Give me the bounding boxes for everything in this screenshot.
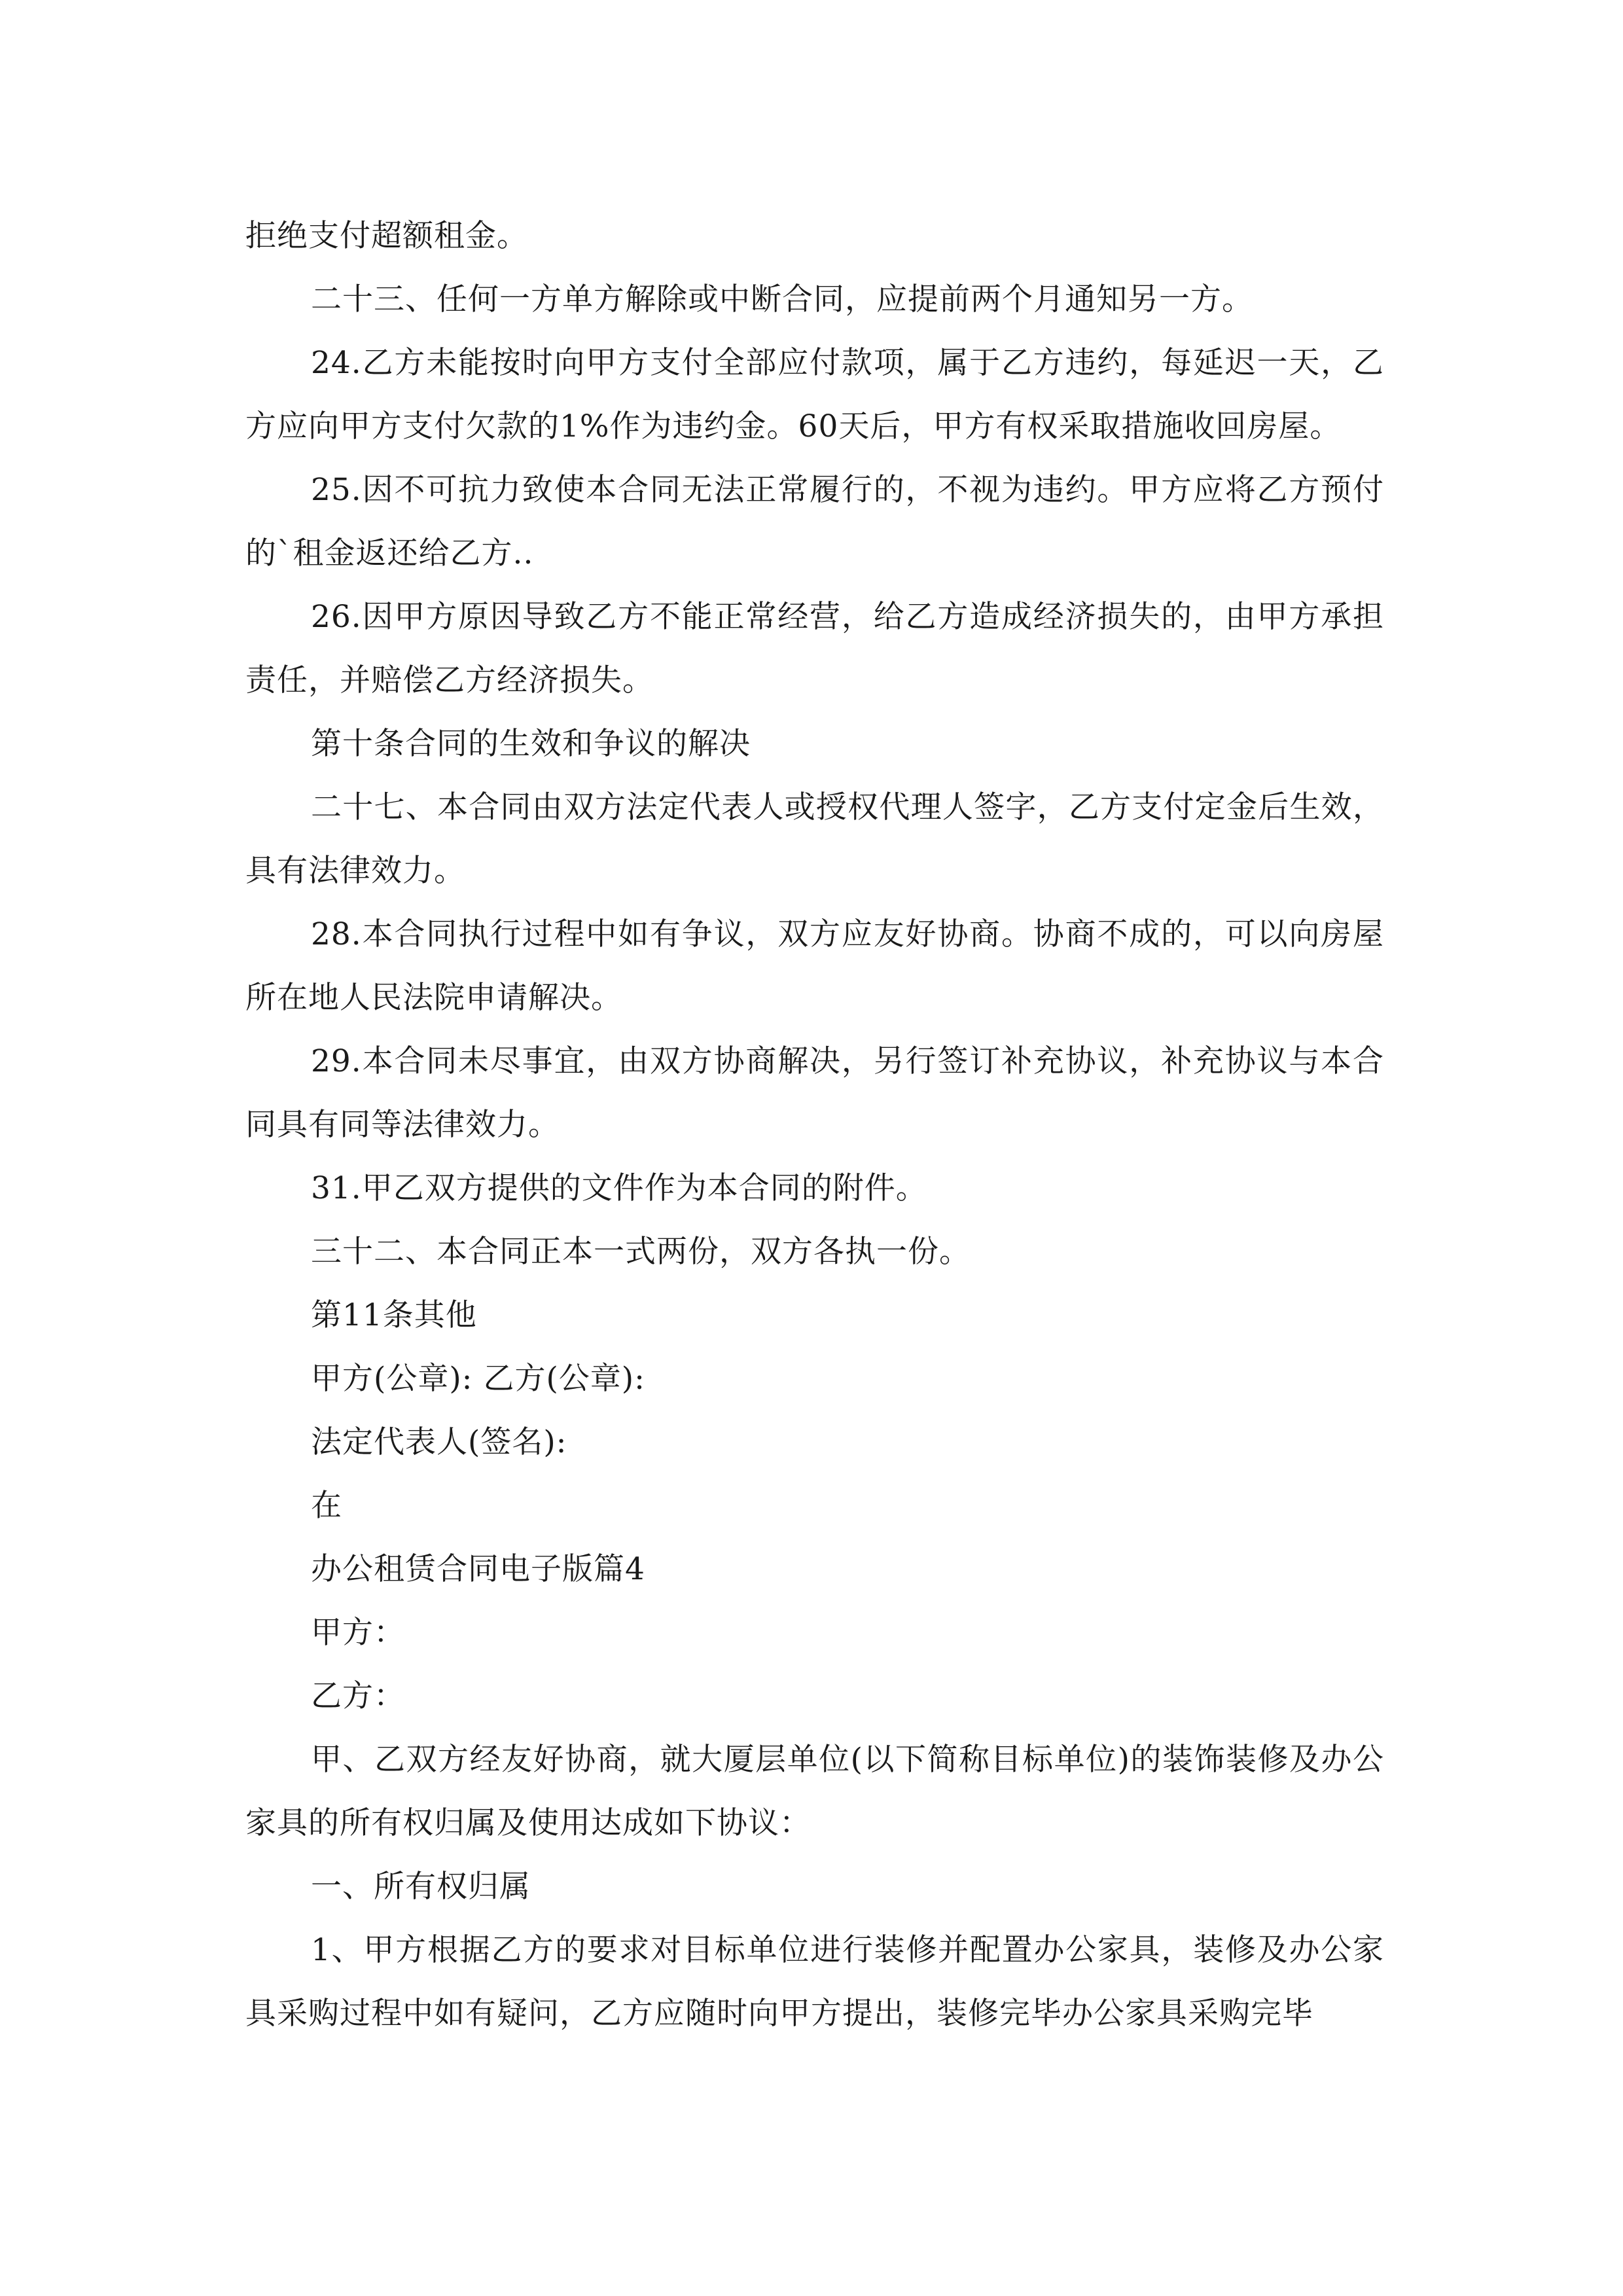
party-a-line: 甲方： — [311, 1615, 405, 1651]
paragraph-continuation: 拒绝支付超额租金。 — [245, 218, 528, 254]
paragraph-clause-25: 25.因不可抗力致使本合同无法正常履行的，不视为违约。甲方应将乙方预付的`租金返还给乙方.. — [245, 472, 1384, 571]
section-heading-ownership: 一、所有权归属 — [311, 1869, 531, 1905]
signature-line-location: 在 — [311, 1488, 342, 1524]
paragraph-clause-27: 二十七、本合同由双方法定代表人或授权代理人签字，乙方支付定金后生效，具有法律效力。 — [245, 789, 1384, 889]
party-b-line: 乙方： — [311, 1678, 405, 1714]
paragraph-clause-26: 26.因甲方原因导致乙方不能正常经营，给乙方造成经济损失的，由甲方承担责任，并赔偿乙方经济损失。 — [245, 599, 1384, 698]
signature-line-seals: 甲方(公章): 乙方(公章): — [311, 1361, 645, 1397]
paragraph-clause-24: 24.乙方未能按时向甲方支付全部应付款项，属于乙方违约，每延迟一天，乙方应向甲方支付欠款的1%作为违约金。60天后，甲方有权采取措施收回房屋。 — [245, 345, 1384, 444]
paragraph-clause-31: 31.甲乙双方提供的文件作为本合同的附件。 — [311, 1170, 927, 1206]
section-heading-article-10: 第十条合同的生效和争议的解决 — [311, 726, 751, 762]
signature-line-representative: 法定代表人(签名): — [311, 1424, 567, 1460]
contract-title-part-4: 办公租赁合同电子版篇4 — [311, 1551, 645, 1587]
paragraph-clause-28: 28.本合同执行过程中如有争议，双方应友好协商。协商不成的，可以向房屋所在地人民法院申请解决。 — [245, 916, 1384, 1016]
paragraph-clause-32: 三十二、本合同正本一式两份，双方各执一份。 — [311, 1234, 971, 1270]
document-body — [245, 204, 1384, 2045]
paragraph-clause-29: 29.本合同未尽事宜，由双方协商解决，另行签订补充协议，补充协议与本合同具有同等法律效力。 — [245, 1043, 1384, 1143]
paragraph-ownership-clause-1: 1、甲方根据乙方的要求对目标单位进行装修并配置办公家具，装修及办公家具采购过程中如有疑问，乙方应随时向甲方提出，装修完毕办公家具采购完毕 — [245, 1932, 1384, 2032]
paragraph-clause-23: 二十三、任何一方单方解除或中断合同，应提前两个月通知另一方。 — [311, 281, 1253, 317]
section-heading-article-11: 第11条其他 — [311, 1297, 477, 1333]
paragraph-agreement-intro: 甲、乙双方经友好协商，就大厦层单位(以下简称目标单位)的装饰装修及办公家具的所有权归属及使用达成如下协议： — [245, 1742, 1384, 1841]
